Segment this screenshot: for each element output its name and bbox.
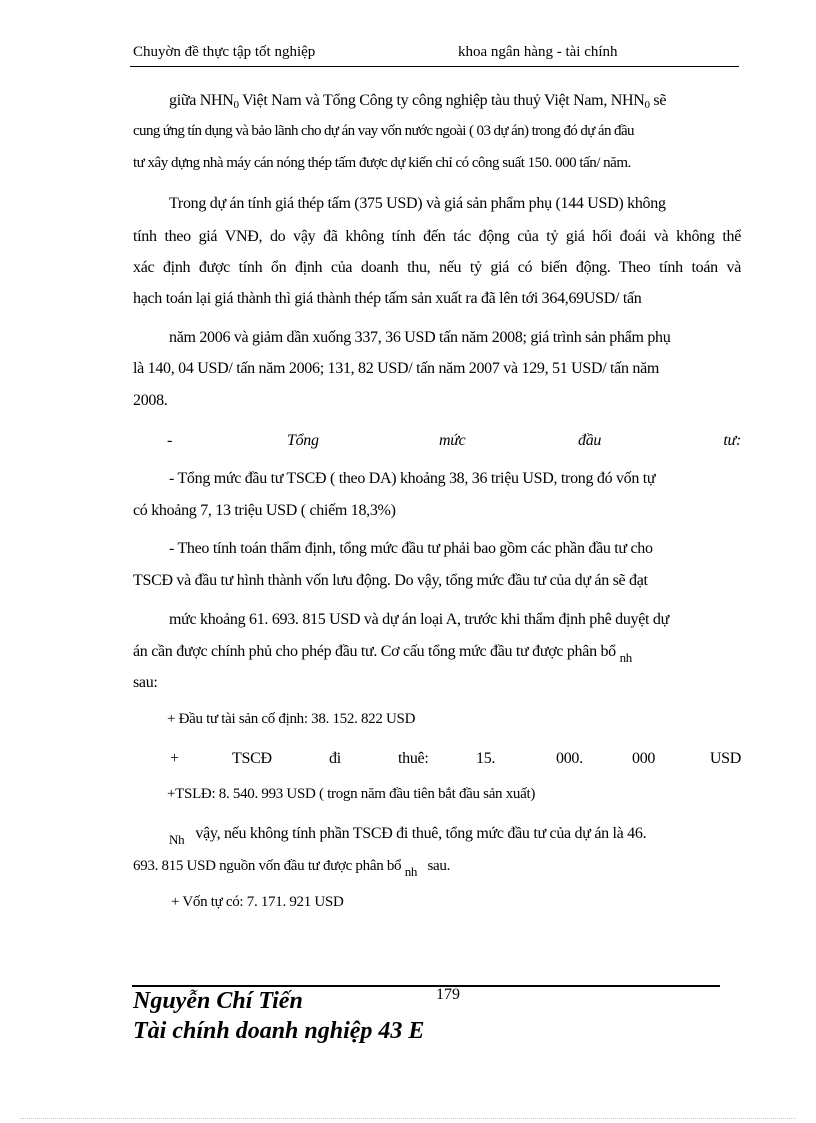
summary-line1: $_{Nh}$ vậy, nếu không tính phần TSCĐ đi thuê, tổng mức đầu tư của dự án là 46. bbox=[169, 825, 647, 847]
paragraph2-line1: Trong dự án tính giá thép tấm (375 USD) và giá sản phẩm phụ (144 USD) không bbox=[169, 195, 666, 212]
paragraph2-line2: tính theo giá VNĐ, do vậy đã không tính đến tác động của tỷ giá hối đoái và không thể bbox=[133, 228, 741, 245]
appraisal-line4: án cần được chính phủ cho phép đầu tư. Cơ cấu tổng mức đầu tư được phân bổ $_{nh}$ bbox=[133, 643, 632, 665]
paragraph1-line1: giữa $NHN_0$ Việt Nam và Tổng Công ty công nghiệp tàu thuỷ Việt Nam, $NHN_0$ sẽ bbox=[169, 92, 667, 111]
tscd-line2: có khoảng 7, 13 triệu USD ( chiếm 18,3%) bbox=[133, 502, 396, 519]
header-right: khoa ngân hàng - tài chính bbox=[458, 44, 618, 60]
appraisal-line1: - Theo tính toán thẩm định, tổng mức đầu tư phải bao gồm các phần đầu tư cho bbox=[169, 540, 653, 557]
heading-word: tư: bbox=[723, 432, 741, 449]
author-name: Nguyễn Chí Tiến bbox=[133, 988, 303, 1014]
heading-dash: - bbox=[167, 432, 173, 449]
working-capital-line: +TSLĐ: 8. 540. 993 USD ( trogn năm đầu tiên bắt đầu sản xuất) bbox=[167, 786, 536, 802]
paragraph2-line4: hạch toán lại giá thành thì giá thành thép tấm sản xuất ra đã lên tới 364,69USD/ tấn bbox=[133, 290, 642, 307]
footer-divider bbox=[132, 985, 720, 987]
heading-word: đầu bbox=[578, 432, 602, 449]
appraisal-line3: mức khoảng 61. 693. 815 USD và dự án loại A, trước khi thẩm định phê duyệt dự bbox=[169, 611, 669, 628]
fixed-assets-line: + Đầu tư tài sản cố định: 38. 152. 822 USD bbox=[167, 711, 416, 727]
own-capital-line: + Vốn tự có: 7. 171. 921 USD bbox=[171, 894, 344, 910]
heading-word: mức bbox=[439, 432, 466, 449]
author-class: Tài chính doanh nghiệp 43 E bbox=[133, 1018, 425, 1044]
paragraph1-line2: cung ứng tín dụng và bảo lãnh cho dự án vay vốn nước ngoài ( 03 dự án) trong đó dự án đầu bbox=[133, 123, 634, 139]
appraisal-line5: sau: bbox=[133, 674, 158, 691]
heading-word: Tổng bbox=[287, 432, 319, 449]
header-divider bbox=[130, 66, 739, 67]
summary-line2: 693. 815 USD nguồn vốn đầu tư được phân bổ nh sau. bbox=[133, 858, 451, 879]
page-bottom-border bbox=[20, 1118, 796, 1119]
appraisal-line2: TSCĐ và đầu tư hình thành vốn lưu động. Do vậy, tổng mức đầu tư của dự án sẽ đạt bbox=[133, 572, 648, 589]
paragraph1-line3: tư xây dựng nhà máy cán nóng thép tấm được dự kiến chỉ có công suất 150. 000 tấn/ năm. bbox=[133, 155, 631, 171]
paragraph2-line6: là 140, 04 USD/ tấn năm 2006; 131, 82 USD/ tấn năm 2007 và 129, 51 USD/ tấn năm bbox=[133, 360, 660, 377]
page-number: 179 bbox=[436, 986, 460, 1003]
paragraph2-line3: xác định được tính ổn định của doanh thu, nếu tỷ giá có biến động. Theo tính toán và bbox=[133, 259, 741, 276]
header-left: Chuyờn đề thực tập tốt nghiệp bbox=[133, 44, 316, 60]
paragraph2-line7: 2008. bbox=[133, 392, 168, 409]
paragraph2-line5: năm 2006 và giảm dần xuống 337, 36 USD tấn năm 2008; giá trình sản phẩm phụ bbox=[169, 329, 671, 346]
tscd-line1: - Tổng mức đầu tư TSCĐ ( theo DA) khoảng 38, 36 triệu USD, trong đó vốn tự bbox=[169, 470, 656, 487]
